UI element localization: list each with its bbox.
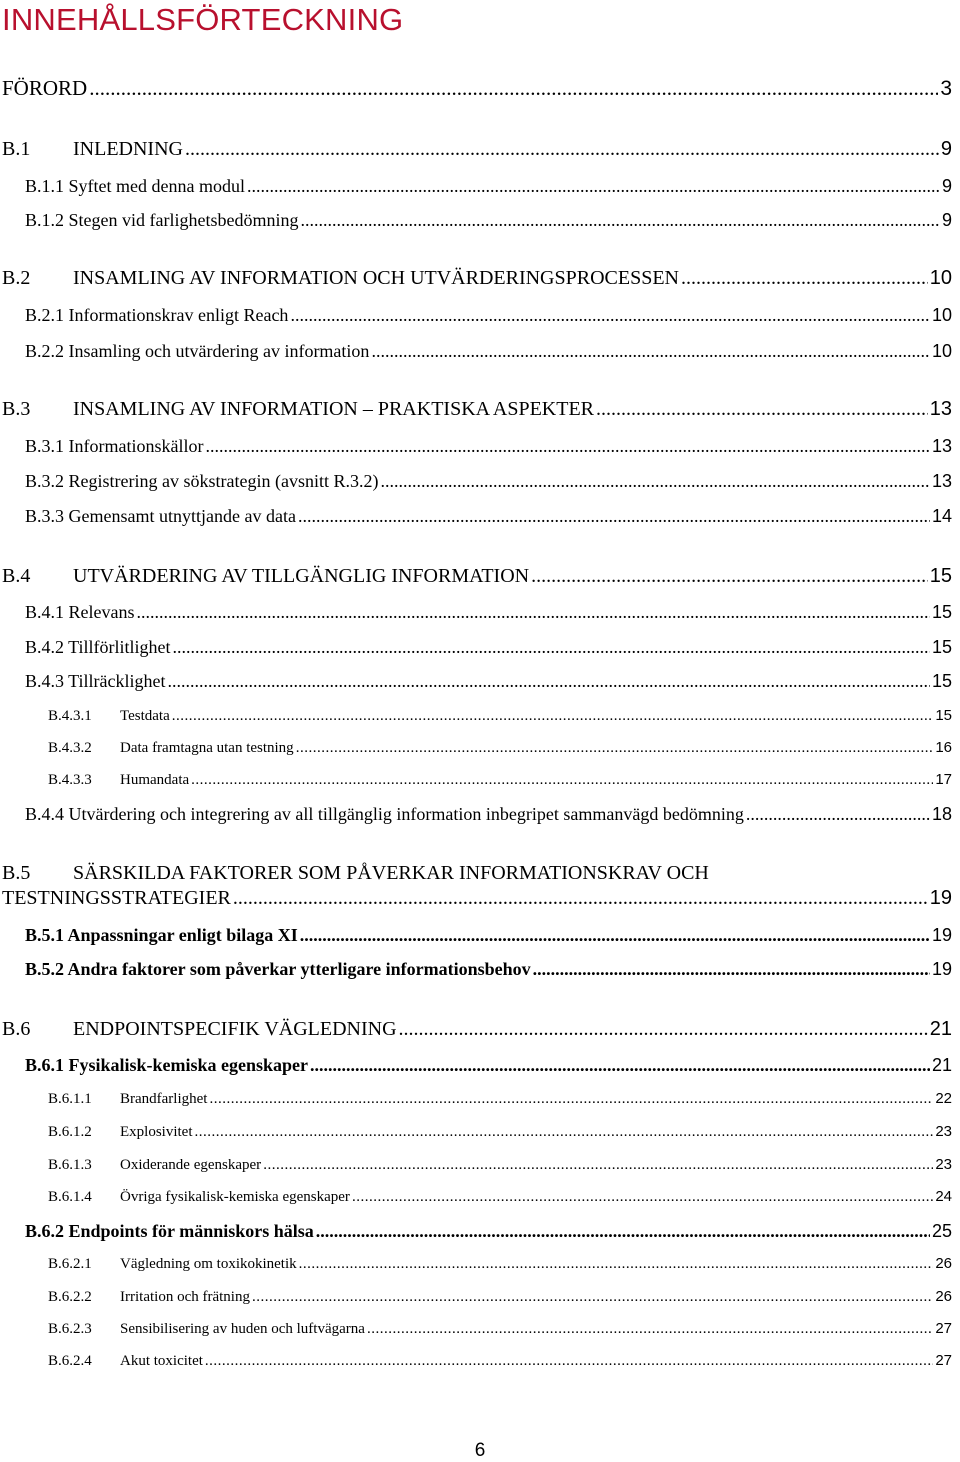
toc-page-number: 24 xyxy=(935,1188,952,1205)
toc-entry-label: ENDPOINTSPECIFIK VÄGLEDNING xyxy=(73,1018,397,1040)
toc-section-number: B.6.1.2 xyxy=(48,1124,92,1140)
toc-page-number: 25 xyxy=(931,1221,952,1241)
toc-entry-label: FÖRORD xyxy=(2,76,88,100)
toc-entry-label: Akut toxicitet xyxy=(120,1353,203,1369)
toc-page-number: 18 xyxy=(931,804,952,824)
toc-entry-label: INSAMLING AV INFORMATION – PRAKTISKA ASPEKTER xyxy=(73,398,594,420)
toc-page-number: 15 xyxy=(931,637,952,657)
toc-leader-dots xyxy=(298,507,930,525)
toc-entry-b621[interactable] xyxy=(48,1256,952,1272)
toc-page-number: 15 xyxy=(931,602,952,622)
toc-entry-label: Data framtagna utan testning xyxy=(120,740,294,756)
toc-page-number: 19 xyxy=(931,925,952,945)
toc-leader-dots xyxy=(173,638,930,656)
toc-page-number: 15 xyxy=(931,671,952,691)
toc-entry-b31[interactable] xyxy=(25,437,952,455)
toc-entry-label: B.3.1 Informationskällor xyxy=(25,436,204,456)
toc-entry-b12[interactable] xyxy=(25,211,952,229)
toc-leader-dots xyxy=(205,1354,933,1369)
toc-page-number: 13 xyxy=(931,436,952,456)
toc-page-number: 10 xyxy=(929,267,952,289)
toc-leader-dots xyxy=(185,139,939,159)
toc-section-number: B.6.2.1 xyxy=(48,1256,92,1272)
toc-entry-label: Övriga fysikalisk-kemiska egenskaper xyxy=(120,1189,350,1205)
toc-entry-label: B.3.2 Registrering av sökstrategin (avsnitt R.3.2) xyxy=(25,471,379,491)
toc-entry-label: INLEDNING xyxy=(73,138,183,160)
toc-section-number: B.6.2.4 xyxy=(48,1353,92,1369)
toc-entry-label: SÄRSKILDA FAKTORER SOM PÅVERKAR INFORMATIONSKRAV OCH xyxy=(73,862,709,884)
toc-section-number: B.5 xyxy=(2,862,31,884)
toc-leader-dots xyxy=(681,268,928,288)
toc-leader-dots xyxy=(380,472,930,490)
toc-page-number: 13 xyxy=(931,471,952,491)
toc-page-number: 21 xyxy=(931,1055,952,1075)
toc-leader-dots xyxy=(367,1322,933,1337)
toc-section-number: B.4 xyxy=(2,565,31,587)
toc-entry-label: Humandata xyxy=(120,772,190,788)
toc-page-number: 10 xyxy=(931,341,952,361)
toc-entry-b41[interactable] xyxy=(25,603,952,621)
toc-entry-label: B.4.4 Utvärdering och integrering av all tillgänglig information inbegripet sammanvägd bedömning xyxy=(25,804,744,824)
toc-entry-label: B.5.2 Andra faktorer som påverkar ytterligare informationsbehov xyxy=(25,959,531,979)
toc-page-number: 19 xyxy=(929,887,952,909)
toc-entry-b433[interactable] xyxy=(48,772,952,788)
toc-leader-dots xyxy=(310,1056,930,1074)
toc-page-number: 15 xyxy=(929,565,952,587)
toc-leader-dots xyxy=(252,1290,933,1305)
toc-leader-dots xyxy=(247,177,940,195)
toc-entry-label: Sensibilisering av huden och luftvägarna xyxy=(120,1321,365,1337)
toc-leader-dots xyxy=(209,1092,933,1107)
toc-page-number: 23 xyxy=(935,1156,952,1173)
toc-leader-dots xyxy=(233,886,928,911)
toc-entry-b613[interactable] xyxy=(48,1157,952,1173)
toc-leader-dots xyxy=(533,960,930,978)
toc-entry-b431[interactable] xyxy=(48,708,952,724)
toc-entry-b51[interactable] xyxy=(25,926,952,944)
toc-page-number: 14 xyxy=(931,506,952,526)
toc-entry-b42[interactable] xyxy=(25,638,952,656)
toc-entry-label: B.2.2 Insamling och utvärdering av information xyxy=(25,341,370,361)
page-number-footer: 6 xyxy=(474,1440,486,1461)
toc-entry-b6[interactable] xyxy=(2,1019,952,1039)
toc-entry-label: B.1.2 Stegen vid farlighetsbedömning xyxy=(25,210,299,230)
toc-entry-label: B.1.1 Syftet med denna modul xyxy=(25,176,245,196)
toc-entry-label: B.4.2 Tillförlitlighet xyxy=(25,637,171,657)
toc-leader-dots xyxy=(531,566,928,586)
toc-entry-b44[interactable] xyxy=(25,805,952,823)
toc-section-number: B.6.1.1 xyxy=(48,1091,92,1107)
toc-page-number: 19 xyxy=(931,959,952,979)
toc-section-number: B.3 xyxy=(2,398,31,420)
toc-entry-b612[interactable] xyxy=(48,1124,952,1140)
toc-leader-dots xyxy=(205,437,929,455)
toc-leader-dots xyxy=(299,1257,934,1272)
toc-title: INNEHÅLLSFÖRTECKNING xyxy=(2,2,404,37)
toc-section-number: B.6.2.3 xyxy=(48,1321,92,1337)
toc-leader-dots xyxy=(371,342,930,360)
toc-leader-dots xyxy=(300,926,930,944)
toc-section-number: B.4.3.1 xyxy=(48,708,92,724)
toc-leader-dots xyxy=(316,1222,930,1240)
toc-entry-label: Testdata xyxy=(120,708,170,724)
toc-entry-label: UTVÄRDERING AV TILLGÄNGLIG INFORMATION xyxy=(73,565,530,587)
toc-page-number: 22 xyxy=(935,1090,952,1107)
toc-leader-dots xyxy=(352,1190,933,1205)
toc-entry-b622[interactable] xyxy=(48,1289,952,1305)
toc-section-number: B.4.3.2 xyxy=(48,740,92,756)
toc-entry-b1[interactable] xyxy=(2,139,952,159)
toc-leader-dots xyxy=(191,773,933,788)
toc-leader-dots xyxy=(263,1158,933,1173)
toc-page-number: 21 xyxy=(929,1018,952,1040)
toc-leader-dots xyxy=(290,306,930,324)
toc-entry-b4[interactable] xyxy=(2,566,952,586)
toc-entry-label: B.4.1 Relevans xyxy=(25,602,135,622)
toc-entry-label: B.5.1 Anpassningar enligt bilaga XI xyxy=(25,925,298,945)
toc-page-number: 27 xyxy=(935,1320,952,1337)
toc-leader-dots xyxy=(596,399,928,419)
toc-page-number: 9 xyxy=(940,138,952,160)
toc-entry-b33[interactable] xyxy=(25,507,952,525)
toc-leader-dots xyxy=(300,211,940,229)
toc-entry-label: B.6.2 Endpoints för människors hälsa xyxy=(25,1221,314,1241)
toc-entry-label: B.4.3 Tillräcklighet xyxy=(25,671,166,691)
toc-entry-b62[interactable] xyxy=(25,1222,952,1240)
toc-section-number: B.1 xyxy=(2,138,31,160)
toc-entry-label-continued: TESTNINGSSTRATEGIER xyxy=(2,887,231,909)
toc-page-number: 9 xyxy=(941,176,952,196)
toc-page-number: 13 xyxy=(929,398,952,420)
toc-entry-b43[interactable] xyxy=(25,672,952,690)
toc-entry-b623[interactable] xyxy=(48,1321,952,1337)
toc-entry-label: Explosivitet xyxy=(120,1124,193,1140)
toc-page-number: 17 xyxy=(935,771,952,788)
toc-leader-dots xyxy=(746,805,930,823)
toc-entry-b3[interactable] xyxy=(2,399,952,419)
toc-entry-label: Irritation och frätning xyxy=(120,1289,250,1305)
toc-entry-b611[interactable] xyxy=(48,1091,952,1107)
toc-entry-b32[interactable] xyxy=(25,472,952,490)
toc-leader-dots xyxy=(168,672,930,690)
toc-leader-dots xyxy=(195,1125,934,1140)
toc-section-number: B.2 xyxy=(2,267,31,289)
toc-page-number: 26 xyxy=(935,1288,952,1305)
toc-section-number: B.6 xyxy=(2,1018,31,1040)
toc-entry-b2[interactable] xyxy=(2,268,952,288)
toc-leader-dots xyxy=(89,78,938,99)
toc-page-number: 9 xyxy=(941,210,952,230)
toc-entry-label: Brandfarlighet xyxy=(120,1091,208,1107)
toc-entry-b614[interactable] xyxy=(48,1189,952,1205)
toc-page-number: 15 xyxy=(935,707,952,724)
toc-page-number: 27 xyxy=(935,1352,952,1369)
toc-leader-dots xyxy=(172,709,934,724)
toc-entry-b22[interactable] xyxy=(25,342,952,360)
toc-entry-b52[interactable] xyxy=(25,960,952,978)
toc-entry-label: B.2.1 Informationskrav enligt Reach xyxy=(25,305,289,325)
toc-page-number: 23 xyxy=(935,1123,952,1140)
toc-entry-label: B.3.3 Gemensamt utnyttjande av data xyxy=(25,506,296,526)
toc-section-number: B.6.1.3 xyxy=(48,1157,92,1173)
toc-entry-b624[interactable] xyxy=(48,1353,952,1369)
toc-entry-label: INSAMLING AV INFORMATION OCH UTVÄRDERINGSPROCESSEN xyxy=(73,267,679,289)
toc-page-number: 3 xyxy=(940,77,952,100)
toc-page-number: 10 xyxy=(931,305,952,325)
toc-entry-b61[interactable] xyxy=(25,1056,952,1074)
toc-entry-b5[interactable] xyxy=(2,861,952,911)
toc-entry-b432[interactable] xyxy=(48,740,952,756)
toc-entry-b11[interactable] xyxy=(25,177,952,195)
toc-entry-label: Vägledning om toxikokinetik xyxy=(120,1256,297,1272)
toc-leader-dots xyxy=(137,603,930,621)
toc-entry-label: Oxiderande egenskaper xyxy=(120,1157,262,1173)
toc-leader-dots xyxy=(399,1019,928,1039)
toc-page-number: 26 xyxy=(935,1255,952,1272)
toc-entry-forord[interactable] xyxy=(2,78,952,99)
toc-section-number: B.6.1.4 xyxy=(48,1189,92,1205)
toc-section-number: B.4.3.3 xyxy=(48,772,92,788)
toc-entry-label: B.6.1 Fysikalisk-kemiska egenskaper xyxy=(25,1055,309,1075)
toc-leader-dots xyxy=(296,741,934,756)
toc-entry-b21[interactable] xyxy=(25,306,952,324)
toc-section-number: B.6.2.2 xyxy=(48,1289,92,1305)
toc-page-number: 16 xyxy=(935,739,952,756)
